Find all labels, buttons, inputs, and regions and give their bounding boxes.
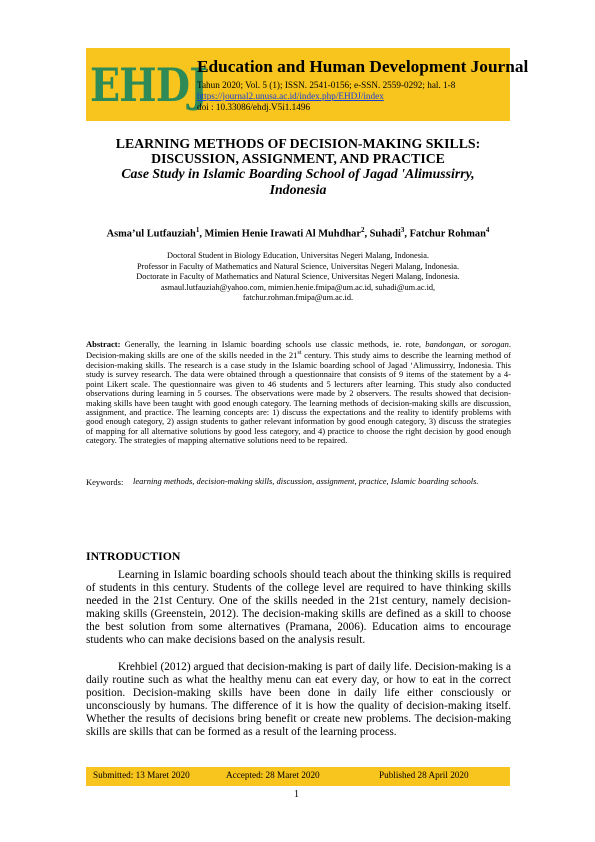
- submitted-date: Submitted: 13 Maret 2020: [93, 770, 190, 780]
- author-name: Mimien Henie Irawati Al Muhdhar: [204, 228, 361, 240]
- author-separator: ,: [199, 228, 205, 240]
- published-date: Published 28 April 2020: [379, 770, 469, 780]
- author-name: Suhadi: [369, 228, 401, 240]
- author-list: [86, 226, 510, 239]
- keywords-text: learning methods, decision-making skills, discussion, assignment, practice, Islamic boarding schools.: [133, 476, 479, 486]
- abstract: [86, 340, 511, 446]
- abstract-text: Generally, the learning in Islamic boarding schools use classic methods, ie. rote,: [120, 339, 426, 349]
- abstract-text: century. This study aims to describe the learning method of decision-making skills. The research is a case study in the Islamic boarding school of Jagad ‘Alimussirry, Indonesia. This study is survey research. The data were obtained through a questionnaire that consists of 9 items of the statement by a 4-point Likert scale. The questionnaire was given to 46 students and 5 lecturers after learning. This study also conducted observations during learning in 5 courses. The observations were made by 2 observers. The results showed that decision-making skills have been taught with good enough category. The learning methods of decision-making skills are discussion, assignment, and practice. The learning concepts are: 1) discuss the expectations and the reality to identify problems with good enough category, 2) assign students to gather relevant information by good enough category, 3) discuss the strategies of mapping for all alternative solutions by good less category, and 4) practice to choose the right decision by good enough category. The strategies of mapping alternative solutions need to be repaired.: [86, 350, 511, 446]
- author-emails: fatchur.rohman.fmipa@um.ac.id.: [242, 293, 354, 302]
- author-affiliation-mark: 2: [360, 226, 365, 234]
- author-affiliation-mark: 3: [400, 226, 405, 234]
- author-separator: ,: [404, 228, 410, 240]
- abstract-text: . Decision-making skills are one of the skills needed in the 21: [86, 339, 511, 361]
- abstract-term: sorogan: [481, 339, 509, 349]
- author-name: Fatchur Rohman: [409, 228, 486, 240]
- author-emails: asmaul.lutfauziah@yahoo.com, mimien.henie.fmipa@um.ac.id, suhadi@um.ac.id,: [160, 283, 436, 292]
- affiliation-line: Doctoral Student in Biology Education, Universitas Negeri Malang, Indonesia.: [167, 251, 429, 260]
- page-number: 1: [294, 789, 299, 800]
- keywords-label: Keywords:: [86, 477, 124, 487]
- affiliation-line: Professor in Faculty of Mathematics and Natural Science, Universitas Negeri Malang, Indonesia.: [136, 262, 460, 271]
- paper-title-line-2: DISCUSSION, ASSIGNMENT, AND PRACTICE: [151, 151, 445, 166]
- affiliation-line: Doctorate in Faculty of Mathematics and Natural Science, Universitas Negeri Malang, Indonesia.: [136, 272, 460, 281]
- abstract-text: , or: [463, 339, 482, 349]
- paper-subtitle-line-2: Indonesia: [269, 182, 327, 197]
- abstract-superscript: st: [297, 350, 302, 357]
- accepted-date: Accepted: 28 Maret 2020: [226, 770, 320, 780]
- abstract-term: bandongan: [425, 339, 464, 349]
- author-separator: ,: [364, 228, 370, 240]
- journal-volume-info: Tahun 2020; Vol. 5 (1); ISSN. 2541-0156; e-SSN. 2559-0292; hal. 1-8: [197, 80, 456, 90]
- abstract-label: Abstract:: [86, 339, 121, 349]
- journal-logo: EHDJ: [90, 58, 208, 112]
- paper-title-line-1: LEARNING METHODS OF DECISION-MAKING SKILLS:: [115, 136, 481, 151]
- paper-subtitle-line-1: Case Study in Islamic Boarding School of Jagad 'Alimussirry,: [121, 166, 475, 181]
- body-paragraph: Krehbiel (2012) argued that decision-making is part of daily life. Decision-making is a daily routine such as what the healthy menu can eat every day, or how to eat in the correct position. Decision-making skills have been done in daily life either consciously or unconsciously by humans. The difference of it is how the quality of decision-making itself. Whether the results of decisions bring benefit or create new problems. The decision-making skills are skills that can be formed as a result of the learning process.: [86, 661, 511, 739]
- author-affiliation-mark: 1: [195, 226, 200, 234]
- section-heading-introduction: INTRODUCTION: [86, 549, 181, 563]
- journal-doi: doi : 10.33086/ehdj.V5i1.1496: [197, 102, 311, 112]
- author-affiliation-mark: 4: [485, 226, 490, 234]
- body-paragraph: Learning in Islamic boarding schools should teach about the thinking skills is required of students in this century. Students of the college level are required to have thinking skills needed in the 21st Century. One of the skills needed in the 21st century, namely decision-making skills (Greenstein, 2012). The decision-making skills are defined as a skill to choose the best solution from some alternatives (Pramana, 2006). Education aims to encourage students who can make decisions based on the analysis result.: [86, 569, 511, 647]
- author-name: Asma’ul Lutfauziah: [106, 228, 196, 240]
- journal-url-link[interactable]: https://journal2.unusa.ac.id/index.php/EHDJ/index: [197, 91, 384, 101]
- journal-title: Education and Human Development Journal: [197, 57, 529, 76]
